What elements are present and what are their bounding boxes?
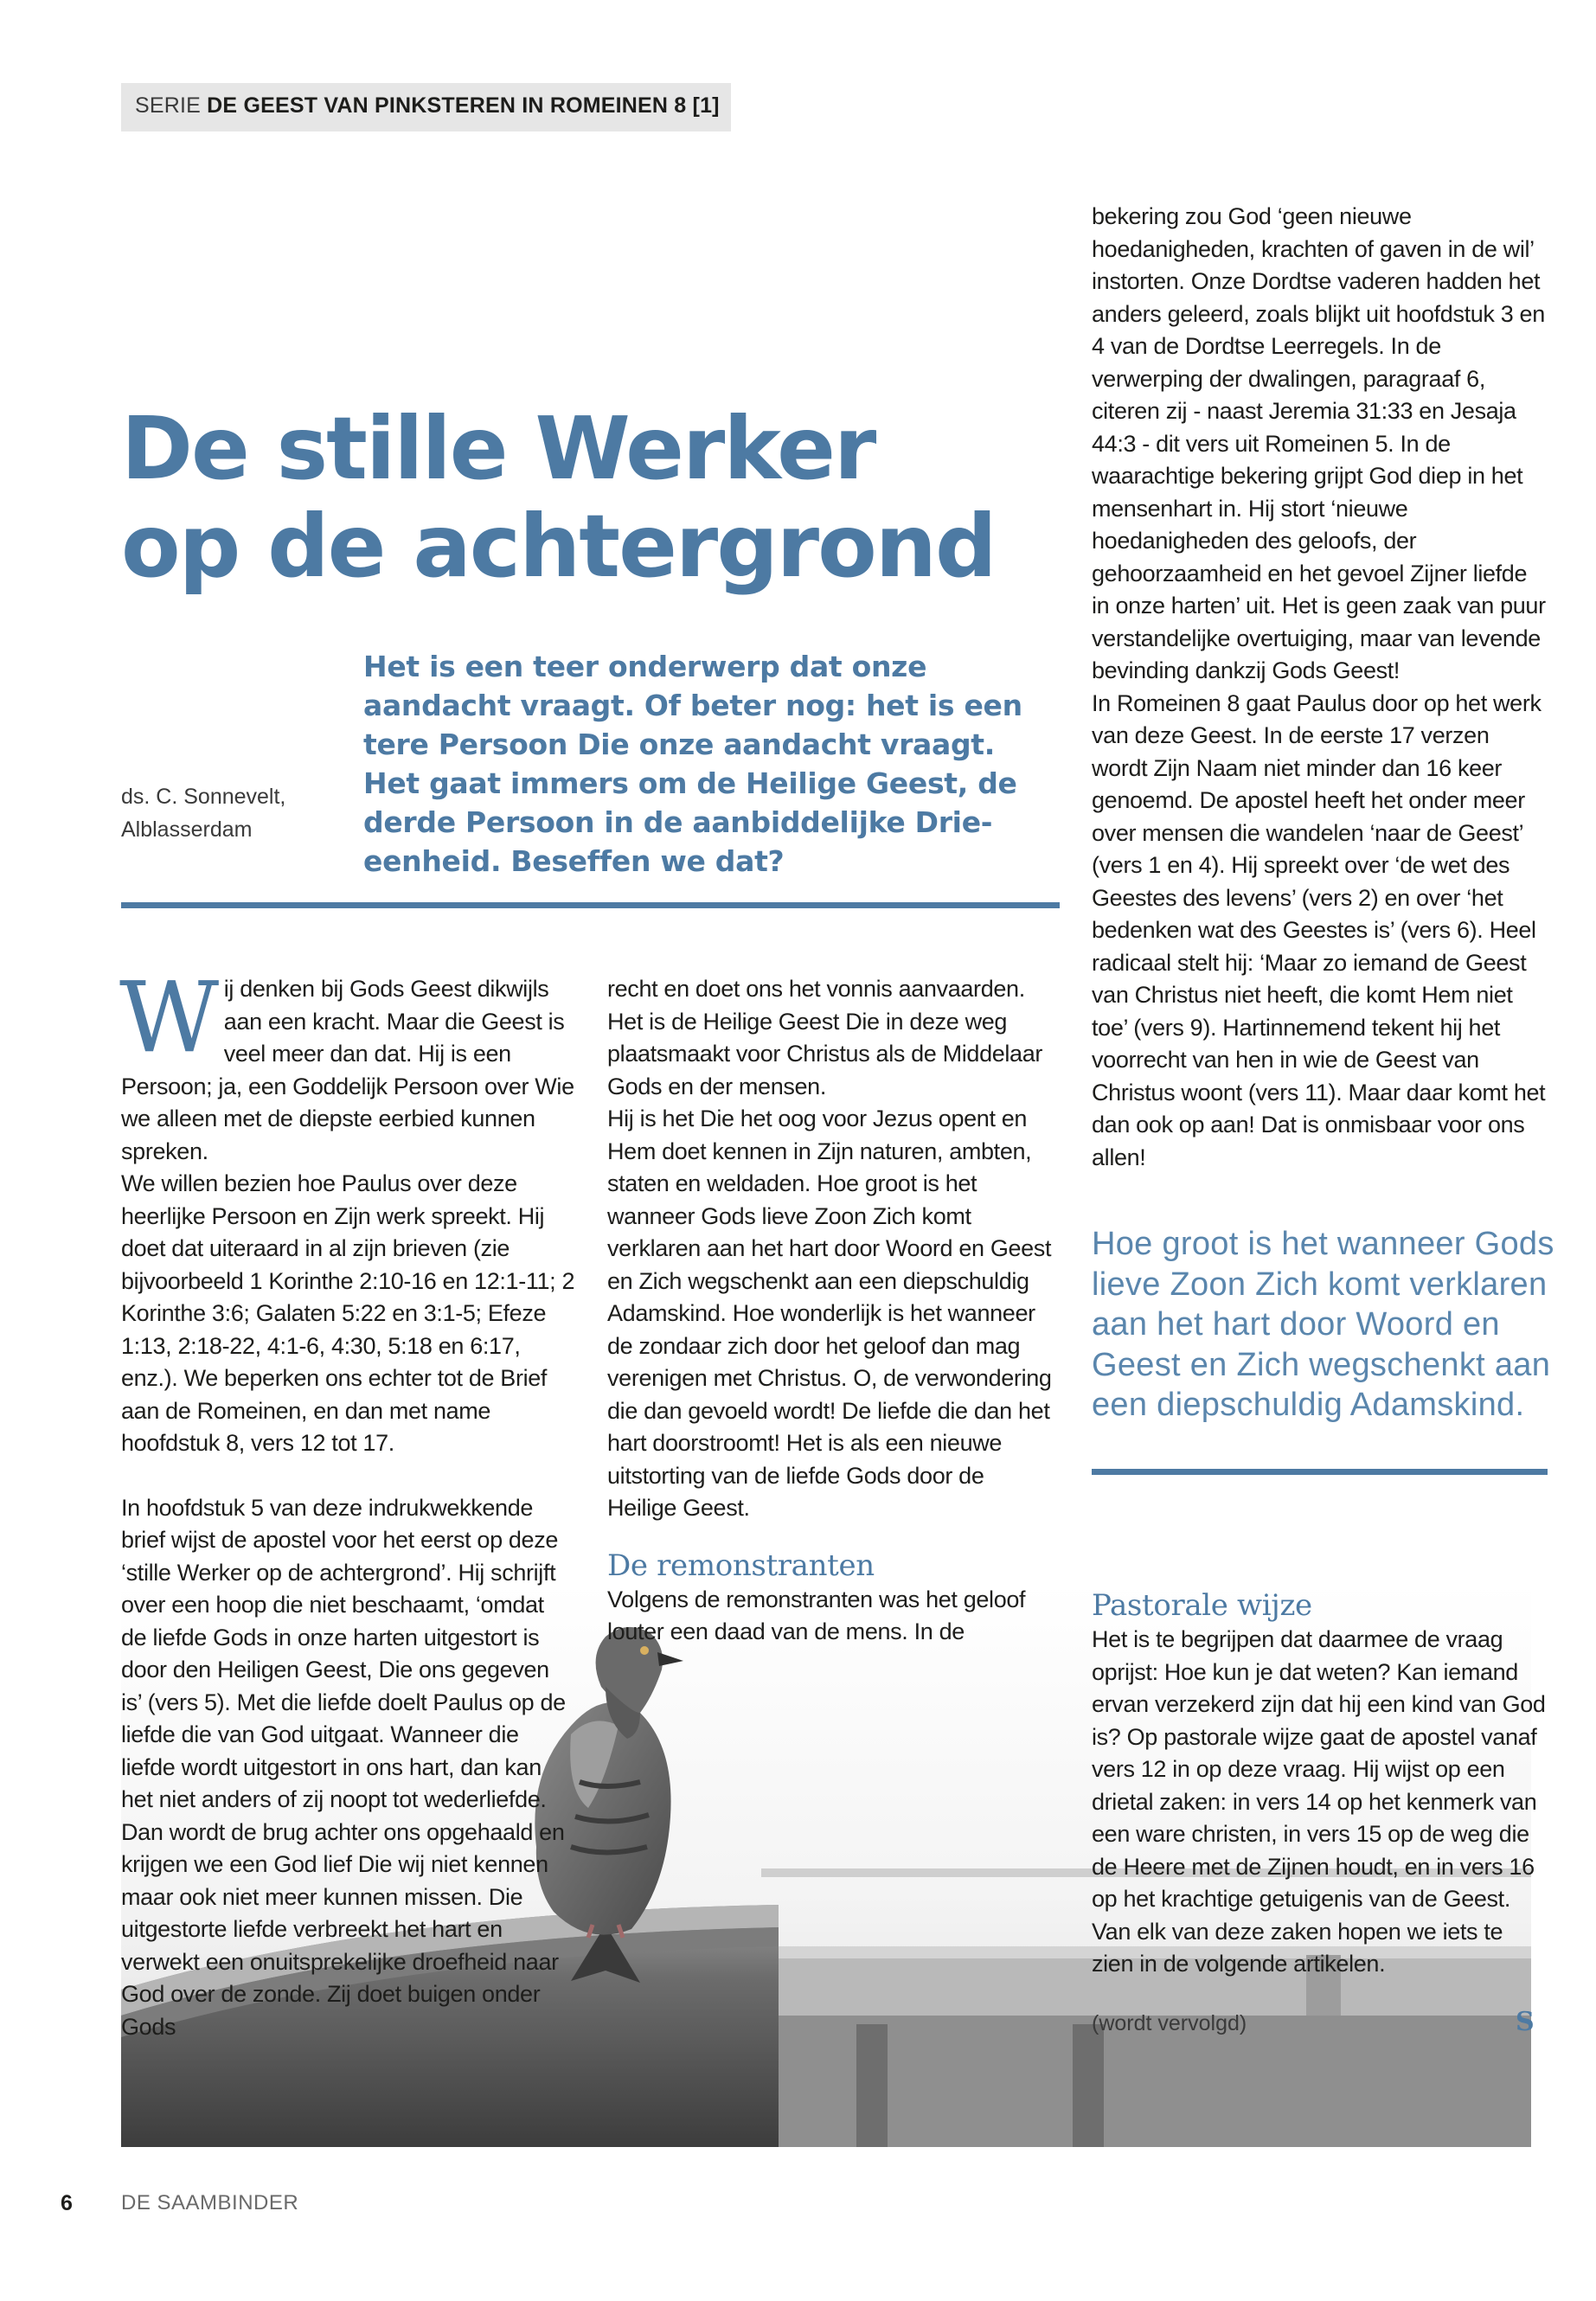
magazine-name: DE SAAMBINDER — [121, 2191, 299, 2214]
series-prefix: SERIE — [135, 93, 208, 118]
article-column-3 — [1092, 201, 1550, 1174]
col1-paragraph-3: In hoofdstuk 5 van deze indrukwekkende brief wijst de apostel voor het eerst op deze ‘stille Werker op de achtergrond’. Hij schrijft over een hoop die niet beschaamt, ‘omdat de liefde Gods in onze harten uitgestort is door den Heiligen Geest, Die ons gegeven is’ (vers 5). Met die liefde doelt Paulus op de liefde die van God uitgaat. Wanneer die liefde wordt uitgestort in ons hart, dan kan het niet anders of zij noopt tot wederliefde. Dan wordt de brug achter ons opgehaald en krijgen we een God lief Die wij niet kennen maar ook niet meer kunnen missen. Die uitgestorte liefde verbreekt het hart en verwekt een onuitsprekelijke droefheid naar God over de zonde. Zij doet buigen onder Gods — [121, 1494, 566, 2040]
title-line-2: op de achtergrond — [121, 496, 996, 597]
drop-cap: W — [119, 962, 219, 1074]
pull-quote-divider — [1092, 1469, 1548, 1475]
to-be-continued: (wordt vervolgd) — [1092, 2011, 1247, 2035]
end-mark-icon: S — [1516, 2007, 1535, 2037]
col3-paragraph-3: Het is te begrijpen dat daarmee de vraag oprijst: Hoe kun je dat weten? Kan iemand ervan verzekerd zijn dat hij een kind van God is? Op pastorale wijze gaat de apostel vanaf vers 12 in op deze vraag. Hij wijst op een drietal zaken: in vers 14 op het kenmerk van een ware christen, in vers 15 op de weg die de Heere met de Zijnen houdt, en in vers 16 op het krachtige getuigenis van de Geest. Van elk van deze zaken hopen we iets te zien in de volgende artikelen. — [1092, 1626, 1546, 1977]
author-name: ds. C. Sonnevelt, — [121, 785, 286, 809]
col2-paragraph-2: Hij is het Die het oog voor Jezus opent en Hem doet kennen in Zijn naturen, ambten, staten en weldaden. Hoe groot is het wanneer Gods lieve Zoon Zich komt verklaren aan het hart door Woord en Geest en Zich wegschenkt aan een diepschuldig Adamskind. Hoe wonderlijk is het wanneer de zondaar zich door het geloof dan mag verenigen met Christus. O, de verwondering die dan gevoeld wordt! De liefde die dan het hart doorstroomt! Het is als een nieuwe uitstorting van de liefde Gods door de Heilige Geest. — [607, 1106, 1052, 1521]
paragraph-intro — [119, 962, 575, 1168]
col2-paragraph-3: Volgens de remonstranten was het geloof louter een daad van de mens. In de — [607, 1586, 1026, 1644]
series-header — [121, 83, 731, 131]
article-column-3-bottom — [1092, 1587, 1550, 1981]
intro-divider — [121, 902, 1060, 908]
col1-text-1: ij denken bij Gods Geest dikwijls aan een kracht. Maar die Geest is veel meer dan dat. Hij is een Persoon; ja, een Goddelijk Persoon over Wie we alleen met de diepste eerbied kunnen spreken. — [121, 976, 574, 1164]
author-byline — [121, 780, 329, 846]
title-line-1: De stille Werker — [121, 398, 875, 499]
col3-paragraph-1: bekering zou God ‘geen nieuwe hoedanigheden, krachten of gaven in de wil’ instorten. Onze Dordtse vaderen hadden het anders geleerd, zoals blijkt uit hoofdstuk 3 en 4 van de Dordtse Leerregels. In de verwerping der dwalingen, paragraaf 6, citeren zij - naast Jeremia 31:33 en Jesaja 44:3 - dit vers uit Romeinen 5. In de waarachtige bekering grijpt God diep in het mensenhart in. Hij stort ‘nieuwe hoedanigheden des geloofs, der gehoorzaamheid en het gevoel Zijner liefde in onze harten’ uit. Het is geen zaak van puur verstandelijke overtuiging, maar van levende bevinding dankzij Gods Geest! — [1092, 203, 1546, 683]
subheading-pastorale-wijze: Pastorale wijze — [1092, 1588, 1312, 1623]
col3-paragraph-2: In Romeinen 8 gaat Paulus door op het werk van deze Geest. In de eerste 17 verzen wordt Zijn Naam niet minder dan 16 keer genoemd. De apostel heeft het onder meer over mensen die wandelen ‘naar de Geest’ (vers 1 en 4). Hij spreekt over ‘de wet des Geestes des levens’ (vers 2) en over ‘het bedenken wat des Geestes is’ (vers 6). Heel radicaal stelt hij: ‘Maar zo iemand de Geest van Christus niet heeft, die komt Hem niet toe’ (vers 9). Hartinnemend tekent hij het voorrecht van hen in wie de Geest van Christus woont (vers 11). Maar daar komt het dan ook op aan! Dat is onmisbaar voor ons allen! — [1092, 689, 1546, 1170]
series-title: DE GEEST VAN PINKSTEREN IN ROMEINEN 8 [1] — [207, 93, 720, 118]
article-column-2 — [607, 973, 1057, 1649]
col1-paragraph-2: We willen bezien hoe Paulus over deze heerlijke Persoon en Zijn werk spreekt. Hij doet dat uiteraard in al zijn brieven (zie bijvoorbeeld 1 Korinthe 2:10-16 en 12:1-11; 2 Korinthe 3:6; Galaten 5:22 en 3:1-5; Efeze 1:13, 2:18-22, 4:1-6, 4:30, 5:18 en 6:17, enz.). We beperken ons echter tot de Brief aan de Romeinen, en dan met name hoofdstuk 8, vers 12 tot 17. — [121, 1170, 575, 1456]
article-title — [121, 400, 1003, 595]
pull-quote: Hoe groot is het wanneer Gods lieve Zoon Zich komt verklaren aan het hart door Woord en Geest en Zich wegschenkt aan een diepschuldig Adamskind. — [1092, 1226, 1554, 1423]
subheading-remonstranten: De remonstranten — [607, 1548, 875, 1583]
page-number: 6 — [61, 2191, 73, 2215]
article-column-1 — [119, 962, 575, 2043]
col2-paragraph-1: recht en doet ons het vonnis aanvaarden. Het is de Heilige Geest Die in deze weg plaatsmaakt voor Christus als de Middelaar Gods en der mensen. — [607, 976, 1043, 1099]
article-intro: Het is een teer onderwerp dat onze aandacht vraagt. Of beter nog: het is een tere Persoon Die onze aandacht vraagt. Het gaat immers om de Heilige Geest, de derde Persoon in de aanbiddelijke Drie-eenheid. Beseffen we dat? — [363, 650, 1022, 878]
author-place: Alblasserdam — [121, 817, 253, 842]
